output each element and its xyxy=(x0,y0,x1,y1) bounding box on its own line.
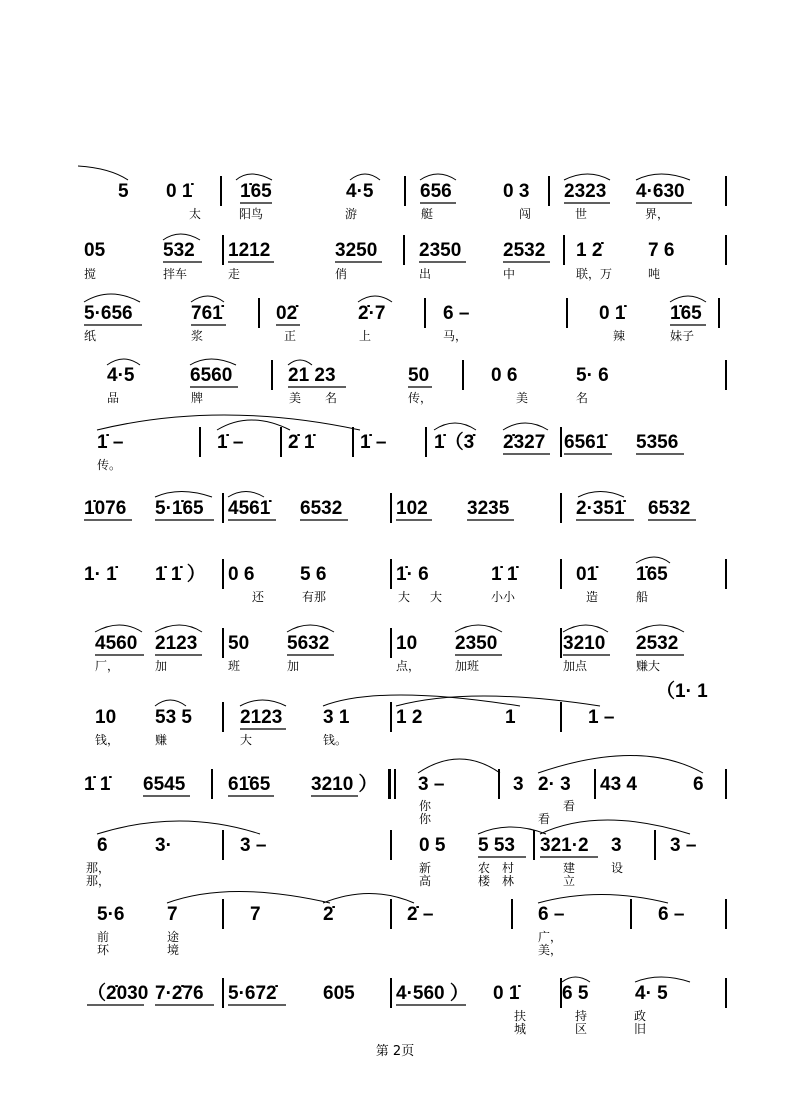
note-group: 3 – xyxy=(670,835,697,856)
note-group: 1̇65 xyxy=(240,181,272,202)
barline xyxy=(222,899,224,929)
slur xyxy=(636,625,684,632)
lyric: 钱， xyxy=(95,733,120,747)
barline xyxy=(594,769,596,799)
note-group: 2̇327 xyxy=(503,432,546,453)
note-group: 1̇65 xyxy=(636,564,668,585)
lyric: 设 xyxy=(611,861,624,875)
note-group: 21 23 xyxy=(288,365,336,386)
note-group: （2̇030 xyxy=(87,983,149,1004)
lyric: 大 xyxy=(240,733,253,747)
barline xyxy=(222,702,224,732)
lyric: 吨 xyxy=(648,267,661,281)
lyric: 那， xyxy=(86,861,111,875)
note-group: 1 xyxy=(505,707,516,728)
lyric: 搅 xyxy=(84,267,97,281)
note-group: 2̇ 1̇ xyxy=(288,432,315,453)
slur xyxy=(240,700,286,706)
barline xyxy=(352,427,354,457)
note-group: 5·6 xyxy=(97,904,125,925)
note-group: 7 xyxy=(167,904,178,925)
slur xyxy=(538,756,703,774)
slur xyxy=(635,977,690,982)
note-group: 5 6 xyxy=(300,564,327,585)
note-group: 2· 3 xyxy=(538,774,571,795)
slur xyxy=(562,977,590,982)
note-group: 5 53 xyxy=(478,835,515,856)
barline xyxy=(390,628,392,658)
lyric: 名 xyxy=(576,391,589,405)
lyric: 加点 xyxy=(563,659,588,673)
barline xyxy=(390,830,392,860)
note-group: 6560 xyxy=(190,365,233,386)
note-group: 2350 xyxy=(419,240,462,261)
barline xyxy=(560,493,562,523)
slur xyxy=(287,625,334,632)
lyric: 钱。 xyxy=(323,733,348,747)
note-group: 6 xyxy=(693,774,704,795)
note-group: 2̇·7 xyxy=(358,303,386,324)
barline xyxy=(220,176,222,206)
note-group: 3 xyxy=(611,835,622,856)
lyric: 点， xyxy=(396,659,421,673)
barline xyxy=(390,559,392,589)
slur xyxy=(455,625,502,632)
barline xyxy=(560,978,562,1008)
note-group: 6 – xyxy=(658,904,685,925)
note-group: 5·656 xyxy=(84,303,133,324)
lyric: 看 xyxy=(538,812,551,826)
lyric: 加 xyxy=(155,659,168,673)
page-number: 第 2页 xyxy=(375,1044,415,1059)
note-group: 0 1̇ xyxy=(493,983,520,1004)
note-group: 2350 xyxy=(455,633,498,654)
barline xyxy=(563,235,565,265)
barline xyxy=(725,235,727,265)
lyric: 前 xyxy=(97,930,110,944)
slur xyxy=(97,415,360,430)
repeat-barline xyxy=(394,769,396,799)
note-group: 1· 1̇ xyxy=(84,564,117,585)
barline xyxy=(390,899,392,929)
barline xyxy=(560,427,562,457)
lyric: 纸 xyxy=(84,329,97,343)
barline xyxy=(222,559,224,589)
lyric: 林 xyxy=(502,874,515,888)
note-group: 656 xyxy=(420,181,452,202)
slur xyxy=(434,423,476,430)
note-group: 532 xyxy=(163,240,195,261)
slur xyxy=(236,174,272,180)
lyric: 小小 xyxy=(491,590,516,604)
lyric: 城 xyxy=(514,1022,527,1036)
note-group: 605 xyxy=(323,983,355,1004)
slur xyxy=(191,296,224,302)
barline xyxy=(462,360,464,390)
slur xyxy=(563,625,608,632)
note-group: 3250 xyxy=(335,240,378,261)
barline xyxy=(211,769,213,799)
lyric: 政 xyxy=(634,1009,647,1023)
slur xyxy=(323,894,414,904)
lyric: 途 xyxy=(167,930,180,944)
lyric: 世 xyxy=(575,207,588,221)
slur xyxy=(578,492,624,498)
lyric: 境 xyxy=(167,943,180,957)
repeat-barline xyxy=(388,769,391,799)
slur xyxy=(358,296,392,302)
lyric: 看 xyxy=(563,799,576,813)
lyric: 你 xyxy=(419,812,432,826)
barline xyxy=(560,702,562,732)
note-group: 6 5 xyxy=(562,983,589,1004)
lyric: 走 xyxy=(228,267,241,281)
barline xyxy=(725,978,727,1008)
slur xyxy=(503,423,548,430)
lyric: 新 xyxy=(419,861,432,875)
lyric: 传。 xyxy=(97,458,122,472)
lyric: 闯 xyxy=(519,207,532,221)
note-group: 43 4 xyxy=(600,774,637,795)
barline xyxy=(403,235,405,265)
lyric: 美 xyxy=(289,391,302,405)
lyric: 阳鸟 xyxy=(239,207,264,221)
lyric: 美， xyxy=(538,943,563,957)
note-group: 1̇ 1̇ ） xyxy=(155,564,206,585)
barline xyxy=(222,978,224,1008)
note-group: 0 3 xyxy=(503,181,530,202)
note-group: 4·5 xyxy=(107,365,135,386)
note-group: 50 xyxy=(408,365,430,386)
lyric: 妹子 xyxy=(670,329,695,343)
lyric: 拌车 xyxy=(163,267,188,281)
lyric: 那， xyxy=(86,874,111,888)
note-group: 10 xyxy=(396,633,418,654)
note-group: 1̇076 xyxy=(84,498,127,519)
lyric: 名 xyxy=(325,391,338,405)
slur xyxy=(564,174,610,180)
barline xyxy=(630,899,632,929)
barline xyxy=(548,176,550,206)
note-group: 4560 xyxy=(95,633,138,654)
note-group: 4·560 ） xyxy=(396,983,469,1004)
lyric: 上 xyxy=(359,329,372,343)
lyric: 厂， xyxy=(95,659,120,673)
note-group: 6 – xyxy=(443,303,470,324)
lyric: 班 xyxy=(228,659,241,673)
lyric: 界， xyxy=(645,207,670,221)
slur xyxy=(636,174,690,180)
barline xyxy=(390,493,392,523)
slur xyxy=(155,492,212,498)
barline xyxy=(425,427,427,457)
barline xyxy=(718,298,720,328)
lyric: 传， xyxy=(408,391,433,405)
barline xyxy=(404,176,406,206)
lyric: 农 xyxy=(478,861,491,875)
lyric: 加班 xyxy=(455,659,480,673)
note-group: 5 xyxy=(118,181,129,202)
lyric: 区 xyxy=(575,1022,588,1036)
note-group: 05 xyxy=(84,240,106,261)
barline xyxy=(222,830,224,860)
lyric: 扶 xyxy=(514,1009,527,1023)
note-group: 7 xyxy=(250,904,261,925)
lyric: 游 xyxy=(345,207,358,221)
note-group: 3 1 xyxy=(323,707,350,728)
slur xyxy=(78,166,128,180)
barline xyxy=(199,427,201,457)
note-group: 1̇ 1̇ xyxy=(84,774,111,795)
note-group: 1 2̇ xyxy=(576,240,603,261)
note-group: 6 xyxy=(97,835,108,856)
lyric: 俏 xyxy=(335,267,348,281)
note-group: 50 xyxy=(228,633,250,654)
slur xyxy=(155,625,202,632)
lyric: 大 xyxy=(398,590,411,604)
note-group: 5· 6 xyxy=(576,365,609,386)
barline xyxy=(725,559,727,589)
lyric: 广， xyxy=(538,930,563,944)
note-group: 3210 ） xyxy=(311,774,378,795)
note-group: 3235 xyxy=(467,498,510,519)
note-group: 3 xyxy=(513,774,524,795)
barline xyxy=(222,235,224,265)
barline xyxy=(533,830,535,860)
lyric: 立 xyxy=(563,874,576,888)
slur xyxy=(167,892,330,904)
note-group: 3· xyxy=(155,835,172,856)
note-group: 1̇ – xyxy=(97,432,124,453)
barline xyxy=(560,628,562,658)
lyric: 还 xyxy=(252,590,265,604)
barline xyxy=(271,360,273,390)
lyric: 赚 xyxy=(155,733,168,747)
note-group: 6532 xyxy=(300,498,343,519)
slur xyxy=(84,294,140,302)
note-group: 6545 xyxy=(143,774,186,795)
note-group: （1· 1 xyxy=(656,681,708,702)
slur xyxy=(155,700,186,706)
note-group: 6561̇ xyxy=(564,432,607,453)
lyric: 环 xyxy=(97,943,110,957)
lyric: 浆 xyxy=(191,329,204,343)
note-group: 1 2 xyxy=(396,707,423,728)
note-group: 1̇ – xyxy=(217,432,244,453)
lyric: 美 xyxy=(516,391,529,405)
note-group: 2123 xyxy=(240,707,283,728)
note-group: 1̇（3̇ xyxy=(434,432,475,453)
slur xyxy=(97,821,260,834)
slur xyxy=(636,557,670,563)
note-group: 4·630 xyxy=(636,181,685,202)
lyric: 联，万 xyxy=(576,267,613,281)
lyric: 艇 xyxy=(421,207,434,221)
lyric: 建 xyxy=(563,861,576,875)
note-group: 4· 5 xyxy=(635,983,668,1004)
lyric: 正 xyxy=(284,329,297,343)
note-group: 7·2̇76 xyxy=(155,983,204,1004)
lyric: 造 xyxy=(586,590,599,604)
note-group: 3 – xyxy=(418,774,445,795)
note-group: 2532 xyxy=(636,633,679,654)
barline xyxy=(725,176,727,206)
note-group: 3 – xyxy=(240,835,267,856)
lyric: 大 xyxy=(430,590,443,604)
barline xyxy=(654,830,656,860)
barline xyxy=(566,298,568,328)
lyric: 赚大 xyxy=(636,659,661,673)
note-group: 2323 xyxy=(564,181,607,202)
slur xyxy=(478,827,546,834)
barline xyxy=(725,360,727,390)
note-group: 1̇ – xyxy=(360,432,387,453)
lyric: 村 xyxy=(502,861,515,875)
note-group: 01̇ xyxy=(576,564,598,585)
lyric: 加 xyxy=(287,659,300,673)
note-group: 1212 xyxy=(228,240,271,261)
lyric: 辣 xyxy=(613,329,626,343)
note-group: 102 xyxy=(396,498,428,519)
note-group: 1̇· 6 xyxy=(396,564,429,585)
slur xyxy=(95,625,142,632)
lyric: 楼 xyxy=(478,874,491,888)
note-group: 6 – xyxy=(538,904,565,925)
note-group: 2123 xyxy=(155,633,198,654)
note-group: 3210 xyxy=(563,633,606,654)
lyric: 马， xyxy=(443,329,468,343)
note-group: 1̇ 1̇ xyxy=(491,564,518,585)
barline xyxy=(390,702,392,732)
lyric: 中 xyxy=(503,267,516,281)
barline xyxy=(258,298,260,328)
slur xyxy=(396,696,600,706)
note-group: 10 xyxy=(95,707,117,728)
note-group: 0 5 xyxy=(419,835,446,856)
note-group: 0 1̇ xyxy=(166,181,193,202)
lyric: 出 xyxy=(419,267,432,281)
note-group: 02̇ xyxy=(276,303,298,324)
barline xyxy=(498,769,500,799)
lyric: 有那 xyxy=(302,590,327,604)
note-group: 1̇65 xyxy=(670,303,702,324)
note-group: 1 – xyxy=(588,707,615,728)
note-group: 7 6 xyxy=(648,240,675,261)
note-group: 2·351̇ xyxy=(576,498,625,519)
slur xyxy=(350,174,380,180)
barline xyxy=(390,978,392,1008)
barline xyxy=(222,628,224,658)
note-group: 61̇65 xyxy=(228,774,271,795)
slur xyxy=(420,174,456,180)
barline xyxy=(511,899,513,929)
note-group: 4·5 xyxy=(346,181,374,202)
note-group: 0 6 xyxy=(491,365,518,386)
slur xyxy=(418,759,500,773)
note-group: 0 6 xyxy=(228,564,255,585)
lyric: 船 xyxy=(636,590,649,604)
note-group: 2̇ xyxy=(323,904,334,925)
barline xyxy=(560,559,562,589)
note-group: 4561̇ xyxy=(228,498,271,519)
note-group: 5356 xyxy=(636,432,679,453)
slur xyxy=(538,895,668,904)
lyric: 太 xyxy=(189,207,202,221)
lyric: 旧 xyxy=(634,1022,647,1036)
barline xyxy=(222,493,224,523)
lyric: 高 xyxy=(419,874,432,888)
lyric: 牌 xyxy=(191,391,204,405)
note-group: 5·1̇65 xyxy=(155,498,204,519)
barline xyxy=(725,769,727,799)
note-group: 0 1̇ xyxy=(599,303,626,324)
note-group: 6532 xyxy=(648,498,691,519)
note-group: 2532 xyxy=(503,240,546,261)
lyric: 持 xyxy=(575,1009,588,1023)
slur xyxy=(670,296,706,302)
note-group: 761̇ xyxy=(191,303,223,324)
slur xyxy=(228,492,264,498)
barline xyxy=(424,298,426,328)
note-group: 53 5 xyxy=(155,707,192,728)
note-group: 5·672̇ xyxy=(228,983,277,1004)
note-group: 2̇ – xyxy=(407,904,434,925)
barline xyxy=(280,427,282,457)
lyric: 品 xyxy=(107,391,120,405)
lyric: 你 xyxy=(419,799,432,813)
note-group: 5632 xyxy=(287,633,330,654)
note-group: 321·2 xyxy=(540,835,589,856)
slur xyxy=(323,695,520,706)
barline xyxy=(725,899,727,929)
slur xyxy=(540,820,690,834)
